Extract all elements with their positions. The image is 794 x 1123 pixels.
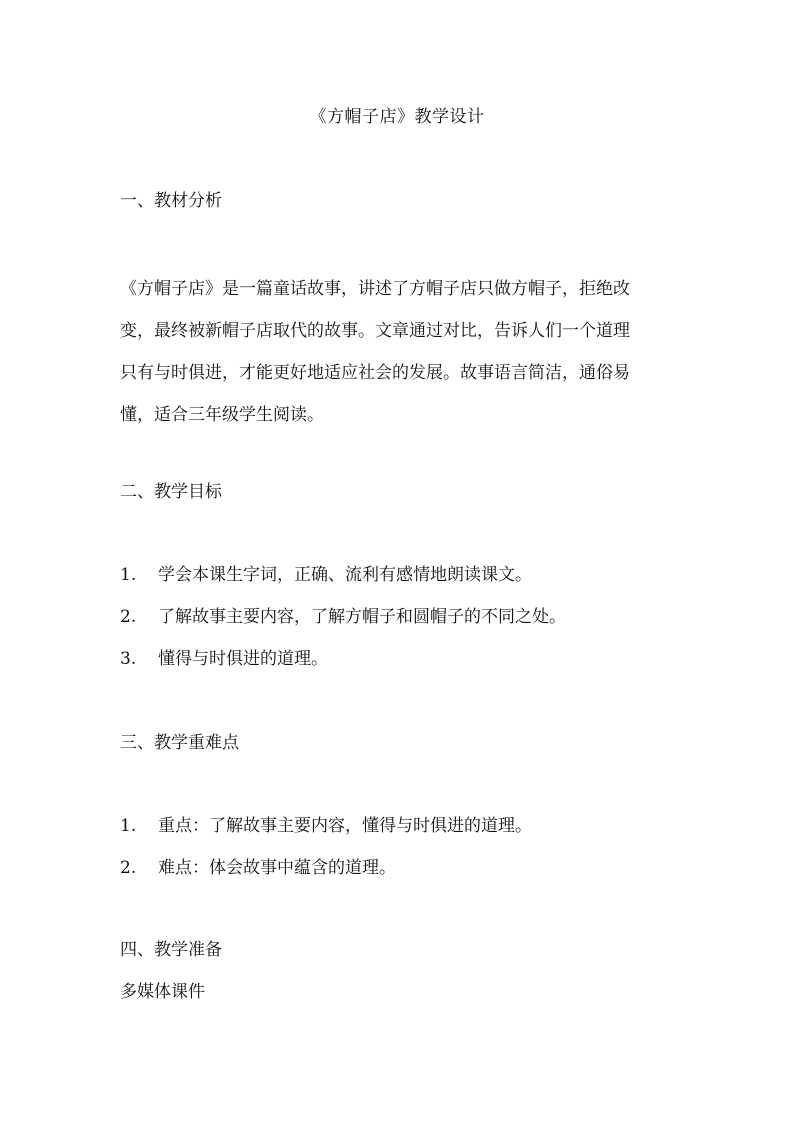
list-number: 2. xyxy=(120,858,137,878)
list-text: 学会本课生字词，正确、流利有感情地朗读课文。 xyxy=(158,565,532,585)
list-number: 1. xyxy=(120,565,137,585)
list-item xyxy=(120,647,328,671)
paragraph-line: 只有与时俱进，才能更好地适应社会的发展。故事语言简洁，通俗易 xyxy=(120,363,630,383)
list-number: 2. xyxy=(120,607,137,627)
list-text: 重点：了解故事主要内容，懂得与时俱进的道理。 xyxy=(158,816,532,836)
list-number: 1. xyxy=(120,816,137,836)
section-heading-key-points: 三、教学重难点 xyxy=(120,733,239,753)
list-text: 懂得与时俱进的道理。 xyxy=(158,649,328,669)
section-heading-preparation: 四、教学准备 xyxy=(120,940,222,960)
document-title: 《方帽子店》教学设计 xyxy=(309,107,485,127)
paragraph-line: 变，最终被新帽子店取代的故事。文章通过对比，告诉人们一个道理 xyxy=(120,321,630,341)
list-item xyxy=(120,856,396,880)
paragraph-line: 懂，适合三年级学生阅读。 xyxy=(120,405,324,425)
preparation-text: 多媒体课件 xyxy=(120,982,205,1002)
list-text: 了解故事主要内容，了解方帽子和圆帽子的不同之处。 xyxy=(158,607,566,627)
section-heading-goals: 二、教学目标 xyxy=(120,482,222,502)
list-item xyxy=(120,814,532,838)
paragraph-line: 《方帽子店》是一篇童话故事，讲述了方帽子店只做方帽子，拒绝改 xyxy=(120,279,630,299)
list-item xyxy=(120,605,566,629)
section-heading-analysis: 一、教材分析 xyxy=(120,191,222,211)
list-text: 难点：体会故事中蕴含的道理。 xyxy=(158,858,396,878)
list-item xyxy=(120,563,532,587)
list-number: 3. xyxy=(120,649,137,669)
analysis-paragraph xyxy=(120,268,690,436)
